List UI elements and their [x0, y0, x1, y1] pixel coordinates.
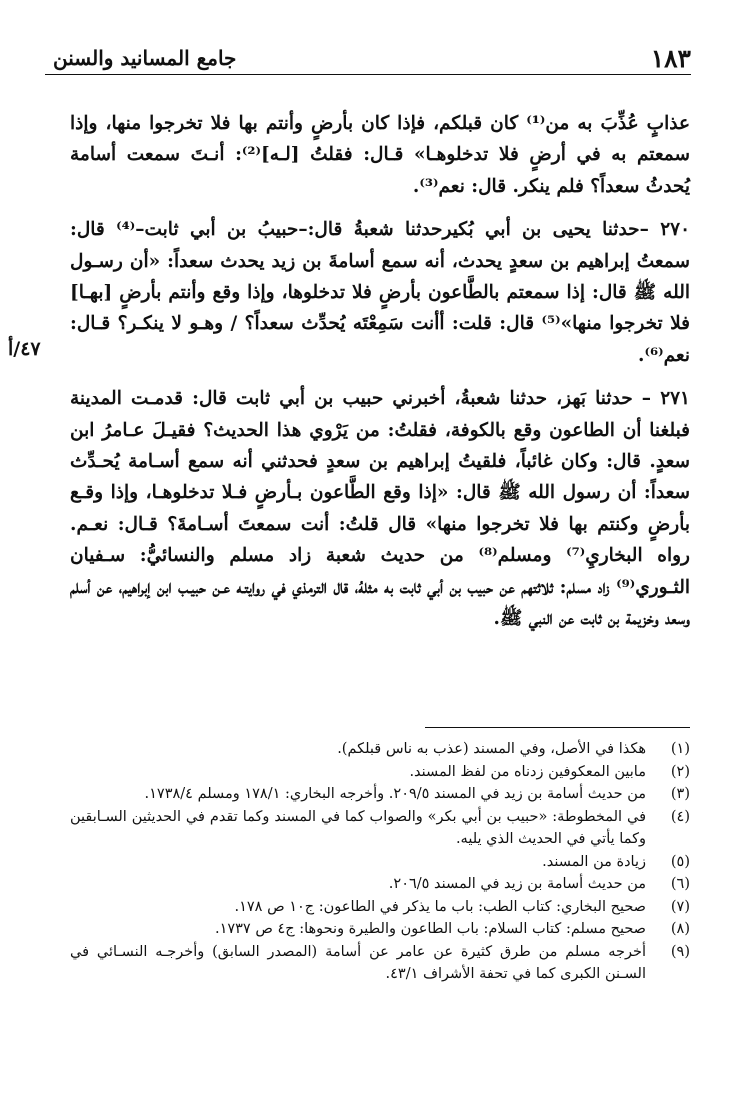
footnote-text: زيادة من المسند. — [542, 853, 646, 870]
footnotes — [70, 738, 690, 986]
footnote-number: (١) — [670, 741, 690, 757]
footnote-number: (٧) — [670, 898, 690, 915]
main-text — [70, 108, 690, 635]
paragraph-hadith-270: ٢٧٠ –حدثنا يحيى بن أبي بُكيرحدثنا شعبةُ قال:–حبيبُ بن أبي ثابت–⁽⁴⁾ قال: سمعتُ إبراهيم بن سعدٍ يحدث، أنه سمع أسامةَ بن زيد يحدث سعداً: «أن رسـول الله ﷺ قال: إذا سمعتم بالطَّاعون بأرضٍ فلا تدخلوها، وإذا وقع وأنتم بأرضٍ [بهـا] فلا تخرجوا منها»⁽⁵⁾ قال: قلت: أأنت سَمِعْتَه يُحدِّث سعداً؟ / وهـو لا ينكـر؟ قـال: نعم⁽⁶⁾. — [70, 219, 691, 366]
footnote-text: من حديث أسامة بن زيد في المسند ٢٠٩/٥. وأخرجه البخاري: ١٧٨/١ ومسلم ١٧٣٨/٤. — [144, 786, 646, 802]
footnote-text: من حديث أسامة بن زيد في المسند ٢٠٦/٥. — [388, 876, 646, 892]
footnote-text: أخرجه مسلم من طرق كثيرة عن عامر عن أسامة (المصدر السابق) وأخرجـه النسـائي في السـنن الكبرى كما في تحفة الأشراف ٤٣/١. — [70, 943, 646, 982]
footnote-number: (٨) — [670, 921, 690, 937]
footnote — [70, 851, 690, 874]
footnote — [70, 738, 690, 761]
page-number: ١٨٣ — [650, 44, 691, 73]
footnote — [70, 783, 690, 806]
footnote-text: صحيح البخاري: كتاب الطب: باب ما يذكر في الطاعون: ج١٠ ص ١٧٨. — [234, 898, 646, 915]
footnote-text: هكذا في الأصل، وفي المسند (عذب به ناس قبلكم). — [337, 741, 646, 757]
footnote — [70, 941, 690, 986]
footnote-number: (٣) — [670, 786, 690, 802]
footnote — [70, 896, 690, 919]
footnote — [70, 918, 690, 941]
footnote-text: صحيح مسلم: كتاب السلام: باب الطاعون والطيرة ونحوها: ج٤ ص ١٧٣٧. — [214, 921, 646, 937]
manuscript-folio-note: ٤٧/أ — [8, 338, 41, 360]
footnote-separator — [425, 727, 690, 728]
footnote — [70, 806, 690, 851]
footnote-number: (٩) — [670, 943, 690, 960]
footnote-number: (٤) — [670, 808, 690, 825]
footnote-text: في المخطوطة: «حبيب بن أبي بكر» والصواب كما في المسند وكما تقدم في الحديثين السـابقين وكما يأتي في الحديث الذي يليه. — [70, 808, 646, 847]
paragraph-intro: عذابٍ عُذِّبَ به من⁽¹⁾ كان قبلكم، فإذا كان بأرضٍ وأنتم بها فلا تخرجوا منها، وإذا سمعتم به في أرضٍ فلا تدخلوهـا» قـال: فقلتُ [لـه]⁽²⁾: أنـتَ سمعت أسامة يُحدثُ سعداً؟ فلم ينكر. قال: نعم⁽³⁾. — [70, 113, 690, 197]
footnote — [70, 873, 690, 896]
running-title: جامع المسانيد والسنن — [53, 46, 237, 70]
footnote-number: (٦) — [670, 876, 690, 892]
footnote — [70, 761, 690, 784]
header-rule — [45, 74, 691, 75]
footnote-number: (٢) — [670, 763, 690, 780]
footnote-text: مابين المعكوفين زدناه من لفظ المسند. — [409, 763, 646, 780]
paragraph-hadith-271: ٢٧١ – حدثنا بَهز، حدثنا شعبةُ، أخبرني حبيب بن أبي ثابت قال: قدمـت المدينة فبلغنا أن الطاعون وقع بالكوفة، فقلتُ: من يَرْوي هذا الحديث؟ فقيـلَ عـامرُ ابن سعدٍ. قال: وكان غائباً، فلقيتُ إبراهيم بن سعدٍ فحدثني أنه سمع أسـامة يُحـدِّث سعداً: أن رسول الله ﷺ قال: «إذا وقع الطَّاعون بـأرضٍ فـلا تدخلوهـا، وإذا وقـع بأرضٍ وكنتم بها فلا تخرجوا منها» قال قلتُ: أنت سمعتَ أسـامةَ؟ قـال: نعـم. رواه البخاريِ⁽⁷⁾ ومسلم⁽⁸⁾ من حديث شعبة زاد مسلم والنسائيُّ: سـفيان الثـوري⁽⁹⁾ زاد مسلم: ثلاثتهم عن حبيب بن أبي ثابت به مثلهُ، قال الترمذي في روايتـه عـن حبيـب ابن إبراهيم، عن أسلم وسعد وخزيمة بن ثابت عن النبي ﷺ. — [70, 388, 690, 630]
footnote-number: (٥) — [670, 853, 690, 870]
page-header — [45, 40, 691, 74]
